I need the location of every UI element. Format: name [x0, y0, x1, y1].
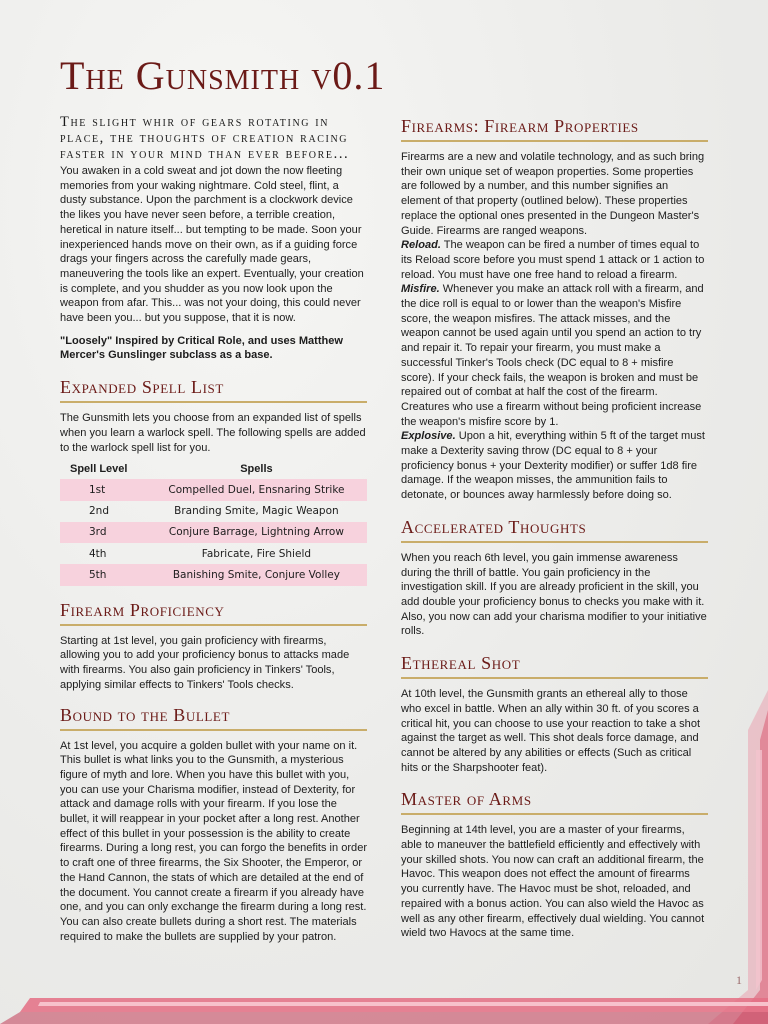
- spells-cell: Fabricate, Fire Shield: [201, 547, 312, 560]
- ethereal-text: At 10th level, the Gunsmith grants an ethereal ally to those who excel in battle. When an ally within 30 ft. of you scores a critical hit, you can choose to use your reaction to take a shot against the target as well. This shot deals force damage, and cannot be altered by any abilities or effects (Such as critical hits or the Sharpshooter feat).: [401, 688, 701, 774]
- bullet-text: At 1st level, you acquire a golden bullet with your name on it. This bullet is what links you to the Gunsmith, a mysterious figure of myth and lore. When you have this bullet with you, you can use your Charisma modifier, instead of Dexterity, for attack and damage rolls with your firearm. If you lose the bullet, it will reappear in your pocket after a long rest. Another effect of this bullet in your possession is the ability to create firearms. During a long rest, you can forgo the benefits in order to craft one of three firearms, the Six Shooter, the Emperor, or the Hand Cannon, the stats of which are detailed at the end of the document. You cannot create a firearm if you already have one, and you can only exchange the firearm during a long rest. You can also create bullets during a short rest. The materials required to make the bullets are supplied by your patron.: [60, 739, 368, 943]
- ethereal-heading: Ethereal Shot: [401, 653, 708, 679]
- left-column: [60, 114, 367, 944]
- spell-table-header: [60, 459, 367, 479]
- spells-cell: Banishing Smite, Conjure Volley: [146, 564, 367, 585]
- spell-level-cell: 1st: [60, 479, 146, 500]
- intro-paragraph: You awaken in a cold sweat and jot down the now fleeting memories from your waking nightmare. Cold steel, flint, a dusty substance. Upon the parchment is a clockwork device the likes you have never seen before, a terrible creation, heretical in nature itself... but tempting to be made. Soon your inexperienced hands move on their own, as if a guiding force drags your fingers across the carefully made gears, maneuvering the tools like an expert. Eventually, your creation is complete, and you shudder as you now look upon the weapon from afar. This... was not your doing, this could never have been you... but you suppose, that it is now.: [60, 165, 364, 325]
- spell-level-cell: 2nd: [89, 505, 110, 518]
- col-spell-level: Spell Level: [70, 463, 128, 476]
- explosive-label: Explosive.: [401, 430, 456, 443]
- reload-property: [401, 238, 708, 282]
- spell-level-cell: 5th: [60, 564, 146, 585]
- explosive-property: [401, 429, 708, 503]
- properties-text: Firearms are a new and volatile technology, and as such bring their own unique set of weapon properties. Some properties are followed by a number, and this number signifies an element of that property (outlined below). These properties replace the optional ones presented in the Dungeon Master's Guide. Firearms are ranged weapons.: [401, 151, 705, 237]
- corner-decoration: [638, 690, 768, 1024]
- col-spells: Spells: [240, 463, 273, 476]
- reload-label: Reload.: [401, 239, 441, 252]
- table-row: [60, 479, 367, 500]
- proficiency-heading: Firearm Proficiency: [60, 600, 367, 626]
- intro-lead: The slight whir of gears rotating in place, the thoughts of creation racing faster in your mind than ever before...: [60, 114, 350, 162]
- table-row: [60, 501, 367, 522]
- proficiency-text: Starting at 1st level, you gain proficiency with firearms, allowing you to add your proficiency bonus to attacks made with firearms. You also gain proficiency in Tinkers' Tools, applying similar effects to Tinkers' Tools checks.: [60, 634, 350, 691]
- bullet-heading: Bound to the Bullet: [60, 705, 367, 731]
- page-title: The Gunsmith v0.1: [60, 53, 386, 98]
- table-row: [60, 564, 367, 585]
- explosive-text: Upon a hit, everything within 5 ft of the target must make a Dexterity saving throw (DC equal to 8 + your proficiency bonus + your Dexterity modifier) or suffer 1d8 fire damage. If the weapon misses, the ammunition fails to detonate, or bounces away harmlessly before doing so.: [401, 430, 705, 502]
- footer-band: [0, 994, 768, 1024]
- table-row: [60, 543, 367, 564]
- misfire-text: Whenever you make an attack roll with a firearm, and the dice roll is equal to or lower than the weapon's Misfire score, the weapon misfires. The attack misses, and the weapon cannot be used again until you spend an action to try and repair it. To repair your firearm, you must make a successful Tinker's Tools check (DC equal to 8 + misfire score). If your check fails, the weapon is broken and must be repaired out of combat at half the cost of the firearm. Creatures who use a firearm without being proficient increase the weapon's misfire score by 1.: [401, 283, 704, 428]
- page-number: 1: [736, 973, 742, 987]
- reload-text: The weapon can be fired a number of times equal to its Reload score before you must spend 1 attack or 1 action to reload. You must have one free hand to reload a firearm.: [401, 239, 705, 281]
- spells-cell: Compelled Duel, Ensnaring Strike: [146, 479, 367, 500]
- spell-level-cell: 3rd: [60, 522, 146, 543]
- credit-note: "Loosely" Inspired by Critical Role, and uses Matthew Mercer's Gunslinger subclass as a base.: [60, 334, 344, 362]
- spell-table: [60, 459, 367, 585]
- properties-heading: Firearms: Firearm Properties: [401, 116, 708, 142]
- spell-list-heading: Expanded Spell List: [60, 377, 367, 403]
- misfire-property: [401, 282, 708, 429]
- misfire-label: Misfire.: [401, 283, 440, 296]
- spells-cell: Conjure Barrage, Lightning Arrow: [146, 522, 367, 543]
- spell-level-cell: 4th: [89, 547, 107, 560]
- spell-list-text: The Gunsmith lets you choose from an expanded list of spells when you learn a warlock spell. The following spells are added to the warlock spell list for you.: [60, 412, 366, 454]
- spells-cell: Branding Smite, Magic Weapon: [174, 505, 339, 518]
- table-row: [60, 522, 367, 543]
- accelerated-heading: Accelerated Thoughts: [401, 517, 708, 543]
- master-heading: Master of Arms: [401, 789, 708, 815]
- accelerated-text: When you reach 6th level, you gain immense awareness during the thrill of battle. You gain proficiency in the investigation skill. If you are already proficient in the skill, you add double your proficiency bonus to checks you make with it. Also, you now can add your charisma modifier to your initiative rolls.: [401, 551, 707, 638]
- master-text: Beginning at 14th level, you are a master of your firearms, able to maneuver the battlefield efficiently and effectively with your skilled shots. You now can craft an additional firearm, the Havoc. This weapon does not effect the amount of firearms you currently have. The Havoc must be shot, reloaded, and repaired with a bonus action. You can also wield the Havoc as well as any other firearm, effectively dual wielding. You cannot wield two Havocs at the same time.: [401, 824, 705, 940]
